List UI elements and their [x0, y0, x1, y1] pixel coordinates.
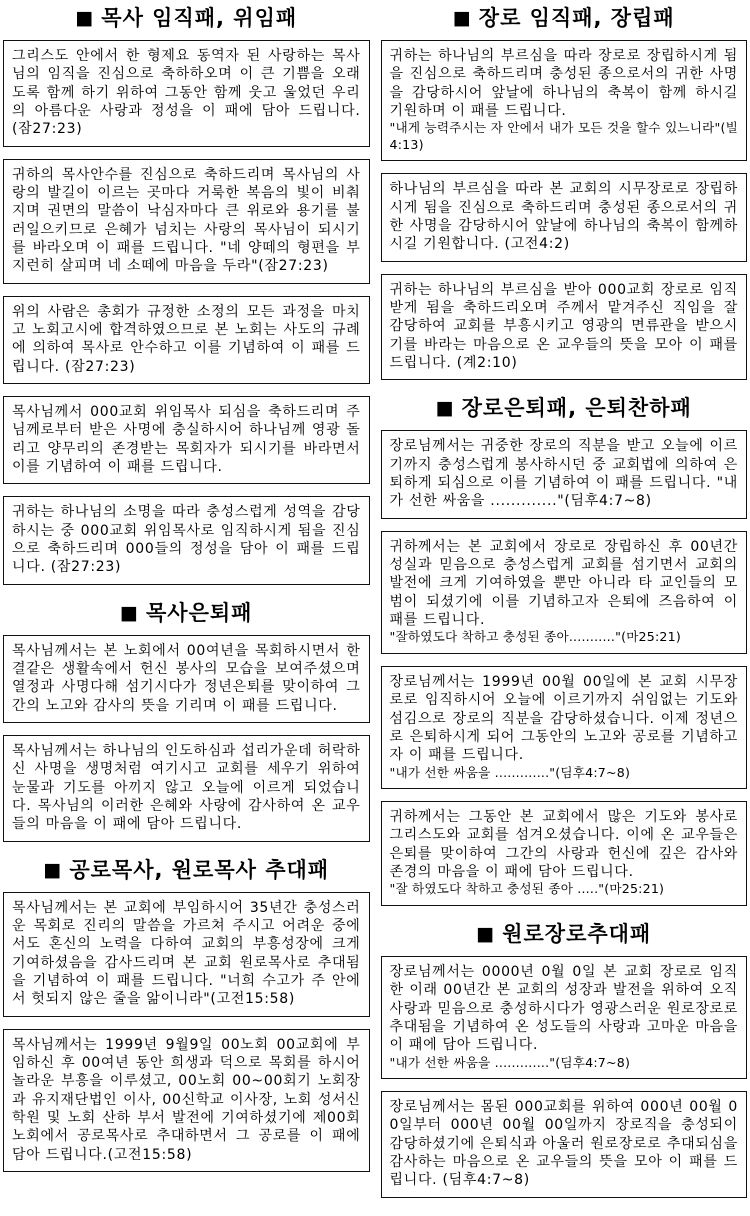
plaque-text-box [381, 801, 748, 906]
plaque-verse-quote: "내게 능력주시는 자 안에서 내가 모든 것을 할수 있느니라"(빌4:13) [389, 120, 738, 152]
section-heading-text: 원로장로추대패 [502, 921, 652, 946]
left-column [3, 3, 370, 1210]
plaque-verse-quote: "내가 선한 싸움을 ............."(딤후4:7~8) [389, 1054, 631, 1070]
plaque-paragraph: 목사님께서는 1999년 9월9일 00노회 00교회에 부임하신 후 00여년 동안 희생과 덕으로 목회를 하시어 놀라운 부흥을 이루셨고, 00노회 00~00회기 노회장과 유지재단법인 이사, 00신학교 이사장, 노회 성서신학원 및 노회 산하 부서 발전에 기여하셨기에 제00회 노회에서 공로목사로 추대하면서 그 공로를 이 패에 담아 드립니다.(고전15:58) [12, 1036, 361, 1163]
plaque-text-box [381, 531, 748, 654]
plaque-text-box [381, 173, 748, 261]
section-heading-elder-ordination [381, 7, 748, 30]
plaque-text-box [381, 956, 748, 1079]
section-heading-text: 장로 임직패, 장립패 [478, 6, 675, 30]
plaque-paragraph: 귀하는 하나님의 부르심을 따라 장로로 장립하시게 됨을 진심으로 축하드리며 충성된 종으로서의 귀한 사명을 감당하시어 앞날에 하나님의 축복이 함께 하시길 기원하며 이 패를 드립니다. [389, 48, 738, 120]
plaque-text-box [3, 40, 370, 147]
plaque-paragraph: 목사님께서는 본 노회에서 00여년을 목회하시면서 한결같은 생활속에서 헌신 봉사의 모습을 보여주셨으며 열정과 사명다해 섬기시다가 정년은퇴를 맞이하여 그간의 노고와 감사의 뜻을 기리며 이 패를 드립니다. [12, 642, 361, 714]
plaque-text-box [3, 635, 370, 723]
section-heading-pastor-ordination [3, 7, 370, 30]
right-column [381, 3, 748, 1210]
plaque-paragraph: 장로님께서는 귀중한 장로의 직분을 받고 오늘에 이르기까지 충성스럽게 봉사하시던 중 교회법에 의하여 은퇴하게 되심으로 이를 기념하여 이 패를 드립니다. "내가 선한 싸움을 ............."(딤후4:7~8) [389, 438, 738, 510]
plaque-paragraph: 귀하는 하나님의 소명을 따라 충성스럽게 성역을 감당하시는 중 000교회 위임목사로 임직하시게 됨을 진심으로 축하드리며 000들의 정성을 담아 이 패를 드립니다. (잠27:23) [12, 504, 361, 576]
plaque-paragraph: 그리스도 안에서 한 형제요 동역자 된 사랑하는 목사님의 임직을 진심으로 축하하오며 이 큰 기쁨을 오래도록 함께 하기 위하여 그동안 함께 웃고 울었던 우리의 아름다운 사랑과 정성을 이 패에 담아 드립니다. (잠27:23) [12, 48, 361, 138]
plaque-paragraph: 위의 사람은 총회가 규정한 소정의 모든 과정을 마치고 노회고시에 합격하였으므로 본 노회는 사도의 규례에 의하여 목사로 안수하고 이를 기념하여 이 패를 드립니다. (잠27:23) [12, 303, 361, 375]
black-square-icon: ■ [75, 7, 95, 29]
section-heading-text: 목사은퇴패 [146, 600, 253, 625]
plaque-paragraph: 장로님께서는 0000년 0월 0일 본 교회 장로로 임직한 이래 00년간 본 교회의 성장과 발전을 위하여 오직 사랑과 믿음으로 충성하시다가 영광스러운 원로장로로 추대됨을 기념하여 온 성도들의 사랑과 고마운 마음을 이 패에 담아 드립니다. [389, 963, 738, 1054]
section-heading-pastor-retirement [3, 602, 370, 625]
section-heading-elder-retirement [381, 397, 748, 420]
black-square-icon: ■ [43, 858, 63, 881]
plaque-paragraph: 귀하께서는 그동안 본 교회에서 많은 기도와 봉사로 그리스도와 교회를 섬겨오셨습니다. 이에 온 교우들은 은퇴를 맞이하여 그간의 사랑과 헌신에 깊은 감사와 존경의 마음을 이 패에 담아 드립니다. [389, 808, 738, 880]
plaque-verse-quote: "내가 선한 싸움을 ............."(딤후4:7~8) [389, 764, 631, 780]
black-square-icon: ■ [120, 601, 139, 624]
plaque-paragraph: 귀하의 목사안수를 진심으로 축하드리며 목사님의 사랑의 발길이 이르는 곳마다 거룩한 복음의 빛이 비춰지며 권면의 말씀이 낙심자마다 큰 위로와 용기를 불러일으키므로 은혜가 넘치는 사랑의 목사님이 되시기를 바라오며 이 패를 드립니다. "네 양떼의 형편을 부지런히 살피며 네 소떼에 마음을 두라"(잠27:23) [12, 166, 361, 275]
section-heading-emeritus-elder [381, 923, 748, 946]
plaque-paragraph: 귀하께서는 본 교회에서 장로로 장립하신 후 00년간 성실과 믿음으로 충성스럽게 교회를 섬기면서 교회의 발전에 크게 기여하였을 뿐만 아니라 타 교인들의 모범이 되셨기에 이를 기념하고자 은퇴에 즈음하여 이 패를 드립니다. [389, 538, 738, 629]
plaque-text-box [3, 396, 370, 484]
black-square-icon: ■ [435, 397, 455, 420]
plaque-text-box [3, 892, 370, 1017]
black-square-icon: ■ [452, 7, 472, 29]
plaque-paragraph: 목사님께서는 하나님의 인도하심과 섭리가운데 허락하신 사명을 생명처럼 여기시고 교회를 세우기 위하여 눈물과 기도를 아끼지 않고 오늘에 이르게 되었습니다. 목사님의 이러한 은혜와 사랑에 감사하여 온 교우들의 마음을 이 패에 담아 드립니다. [12, 743, 361, 833]
plaque-verse-quote: "잘하였도다 착하고 충성된 종아..........."(마25:21) [389, 629, 681, 645]
plaque-text-box [3, 1029, 370, 1172]
plaque-paragraph: 목사님께서는 본 교회에 부임하시어 35년간 충성스러운 목회로 진리의 말씀을 가르쳐 주시고 어려운 중에서도 혼신의 노력을 다하여 교회의 부흥성장에 크게 기여하셨음을 감사드리며 본 교회 원로목사로 추대됨을 기념하여 이 패를 드립니다. "너희 수고가 주 안에서 헛되지 않은 줄을 앎이니라"(고전15:58) [12, 899, 361, 1008]
plaque-verse-quote: "잘 하였도다 착하고 충성된 종아 ....."(마25:21) [389, 881, 665, 897]
plaque-paragraph: 귀하는 하나님의 부르심을 받아 000교회 장로로 임직받게 됨을 축하드리오며 주께서 맡겨주신 직임을 잘 감당하여 교회를 부흥시키고 영광의 면류관을 받으시기를 바라는 마음으로 온 교우들의 뜻을 모아 이 패를 드립니다. (계2:10) [389, 281, 738, 371]
section-heading-text: 장로은퇴패, 은퇴찬하패 [461, 396, 692, 421]
plaque-paragraph: 장로님께서는 몸된 000교회를 위하여 000년 00월 00일부터 000년 00월 00일까지 장로직을 충성되이 감당하셨기에 은퇴식과 아울러 원로장로로 추대되심을 감사하는 마음으로 온 교우들의 뜻을 모아 이 패를 드립니다. (딤후4:7~8) [389, 1099, 738, 1189]
plaque-text-box [3, 735, 370, 842]
plaque-text-box [381, 40, 748, 161]
plaque-paragraph: 하나님의 부르심을 따라 본 교회의 시무장로로 장립하시게 됨을 진심으로 축하드리며 충성된 종으로서의 귀한 사명을 감당하시어 앞날에 하나님의 축복이 함께하시길 기원합니다. (고전4:2) [389, 181, 738, 253]
plaque-text-box [381, 666, 748, 789]
section-heading-text: 공로목사, 원로목사 추대패 [69, 857, 330, 882]
black-square-icon: ■ [476, 922, 496, 945]
plaque-text-box [3, 296, 370, 384]
plaque-paragraph: 장로님께서는 1999년 00월 00일에 본 교회 시무장로로 임직하시어 오늘에 이르기까지 쉬임없는 기도와 섬김으로 장로의 직분을 감당하셨습니다. 이제 정년으로 은퇴하시게 되어 그동안의 노고와 공로를 기념하고자 이 패를 드립니다. [389, 673, 738, 764]
plaque-text-box [381, 1091, 748, 1198]
plaque-paragraph: 목사님께서 000교회 위임목사 되심을 축하드리며 주님께로부터 받은 사명에 충실하시어 하나님께 영광 돌리고 양무리의 존경받는 목회자가 되시기를 바라면서 이를 기념하여 이 패를 드립니다. [12, 404, 361, 475]
plaque-text-box [3, 496, 370, 584]
section-heading-emeritus-pastor [3, 859, 370, 882]
plaque-text-box [381, 274, 748, 381]
section-heading-text: 목사 임직패, 위임패 [101, 6, 298, 30]
plaque-text-box [3, 159, 370, 284]
plaque-text-box [381, 430, 748, 518]
